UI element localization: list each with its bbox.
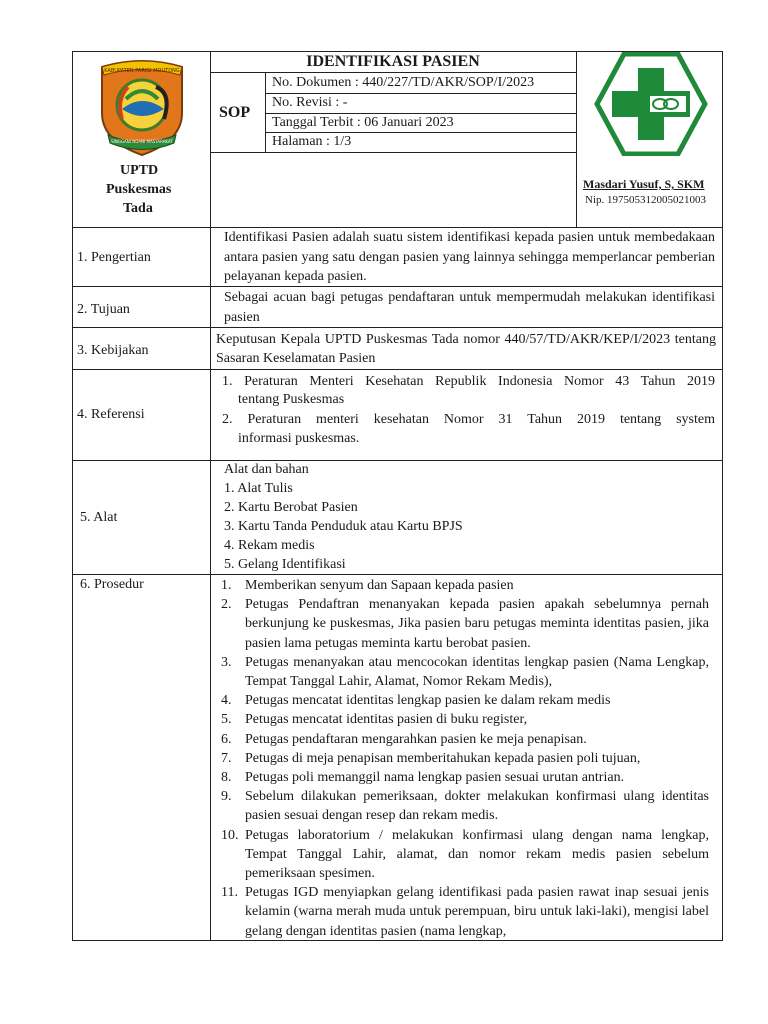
prosedur-step <box>221 787 709 825</box>
doc-number: No. Dokumen : 440/227/TD/AKR/SOP/I/2023 <box>272 75 535 90</box>
step-text: Petugas mencatat identitas pasien di buku register, <box>245 712 528 728</box>
step-text: Petugas laboratorium / melakukan konfirmasi ulang dengan nama lengkap, Tempat Tanggal Lahir, alamat, dan nomor rekam medis pasien sebelum pemeriksaan spesimen. <box>245 827 709 882</box>
section-text-kebijakan: Keputusan Kepala UPTD Puskesmas Tada nomor 440/57/TD/AKR/KEP/I/2023 tentang Sasaran Keselamatan Pasien <box>216 332 716 366</box>
prosedur-step <box>221 595 709 653</box>
kabupaten-emblem-icon <box>94 53 190 157</box>
column-divider-sop <box>265 72 266 152</box>
prosedur-step <box>221 691 709 710</box>
step-number: 3. <box>221 654 232 670</box>
referensi-item-1: 1. Peraturan Menteri Kesehatan Republik Indonesia Nomor 43 Tahun 2019 <box>222 374 715 389</box>
step-text: Petugas poli memanggil nama lengkap pasien sesuai urutan antrian. <box>245 770 625 786</box>
step-text: Petugas Pendaftran menanyakan kepada pasien apakah sebelumnya pernah berkunjung ke puskesmas, Jika pasien baru petugas meminta identitas pasien, jika pasien lama petugas meminta kartu berobat pasien. <box>245 597 709 651</box>
org-name-line3: Tada <box>123 201 153 216</box>
prosedur-step <box>221 653 709 691</box>
prosedur-step <box>221 576 709 595</box>
alat-item: 1. Alat Tulis <box>224 481 293 496</box>
revision-number: No. Revisi : - <box>272 95 348 110</box>
step-text: Petugas di meja penapisan memberitahukan kepada pasien poli tujuan, <box>245 750 641 766</box>
step-text: Petugas pendaftaran mengarahkan pasien ke meja penapisan. <box>245 731 587 747</box>
org-name-line2: Puskesmas <box>106 182 172 197</box>
alat-item: 5. Gelang Identifikasi <box>224 557 346 572</box>
step-text: Petugas mencatat identitas lengkap pasien ke dalam rekam medis <box>245 693 611 709</box>
puskesmas-logo-icon <box>594 52 708 156</box>
section-label-referensi: 4. Referensi <box>77 407 145 422</box>
row-line-title <box>210 72 576 73</box>
section-label-kebijakan: 3. Kebijakan <box>77 343 149 358</box>
row-line-kebijakan <box>72 369 723 370</box>
svg-text:SINGGANI NGANI MASYARAKAT: SINGGANI NGANI MASYARAKAT <box>111 139 173 144</box>
alat-item: 4. Rekam medis <box>224 538 315 553</box>
section-label-prosedur: 6. Prosedur <box>80 577 144 592</box>
step-number: 9. <box>221 789 232 805</box>
row-line-alat <box>72 574 723 575</box>
step-number: 4. <box>221 693 232 709</box>
step-text: Sebelum dilakukan pemeriksaan, dokter melakukan konfirmasi ulang identitas pasien sesuai dengan resep dan rekam medis. <box>245 789 709 824</box>
step-number: 7. <box>221 750 232 766</box>
referensi-item-2-cont: informasi puskesmas. <box>238 431 360 446</box>
step-number: 8. <box>221 770 232 786</box>
table-border-right <box>722 51 723 941</box>
prosedur-step <box>221 730 709 749</box>
section-label-pengertian: 1. Pengertian <box>77 250 151 265</box>
prosedur-step <box>221 710 709 729</box>
step-text: Memberikan senyum dan Sapaan kepada pasien <box>245 578 514 593</box>
step-number: 6. <box>221 731 232 747</box>
step-number: 10. <box>221 827 239 843</box>
table-border-left <box>72 51 73 941</box>
step-number: 2. <box>221 597 232 613</box>
signer-nip: Nip. 197505312005021003 <box>585 194 706 206</box>
section-text-pengertian: Identifikasi Pasien adalah suatu sistem identifikasi kepada pasien untuk membedakaan antara pasien yang satu dengan pasien yang lainnya sehingga memperlancar pemberian pelayanan kepada pasien. <box>224 230 715 284</box>
alat-item: 2. Kartu Berobat Pasien <box>224 500 358 515</box>
prosedur-step <box>221 826 709 884</box>
prosedur-step <box>221 883 709 941</box>
document-title: IDENTIFIKASI PASIEN <box>306 53 480 70</box>
referensi-item-1-cont: tentang Puskesmas <box>238 392 345 407</box>
step-number: 11. <box>221 885 238 901</box>
step-text: Petugas menanyakan atau mencocokan identitas lengkap pasien (Nama Lengkap, Tempat Tanggal Lahir, Alamat, Nomor Rekam Medis), <box>245 654 709 690</box>
section-text-tujuan: Sebagai acuan bagi petugas pendaftaran untuk mempermudah melakukan identifikasi pasien <box>224 290 715 325</box>
sop-label: SOP <box>219 104 251 121</box>
alat-item: 3. Kartu Tanda Penduduk atau Kartu BPJS <box>224 519 463 534</box>
section-label-tujuan: 2. Tujuan <box>77 302 130 317</box>
step-text: Petugas IGD menyiapkan gelang identifikasi pada pasien rawat inap sesuai jenis kelamin (warna merah muda untuk perempuan, biru untuk laki-laki), mengisi label gelang dengan identitas pasien (nama lengkap, <box>245 885 709 939</box>
referensi-item-2: 2. Peraturan menteri kesehatan Nomor 31 Tahun 2019 tentang system <box>222 412 715 427</box>
column-divider-label <box>210 51 211 941</box>
row-line-tujuan <box>72 327 723 328</box>
prosedur-step <box>221 749 709 768</box>
step-number: 1. <box>221 578 232 593</box>
signer-name: Masdari Yusuf, S, SKM <box>583 177 705 191</box>
row-line-page <box>210 152 576 153</box>
alat-heading: Alat dan bahan <box>224 462 309 477</box>
issue-date: Tanggal Terbit : 06 Januari 2023 <box>272 115 454 130</box>
prosedur-step <box>221 768 709 787</box>
section-label-alat: 5. Alat <box>80 510 118 525</box>
column-divider-right-logo <box>576 51 577 227</box>
prosedur-steps-list <box>221 576 709 941</box>
page-number: Halaman : 1/3 <box>272 134 352 149</box>
step-number: 5. <box>221 712 232 728</box>
org-name-line1: UPTD <box>120 163 159 178</box>
svg-text:KABUPATEN PARIGI MOUTONG: KABUPATEN PARIGI MOUTONG <box>104 68 180 74</box>
row-line-referensi <box>72 460 723 461</box>
